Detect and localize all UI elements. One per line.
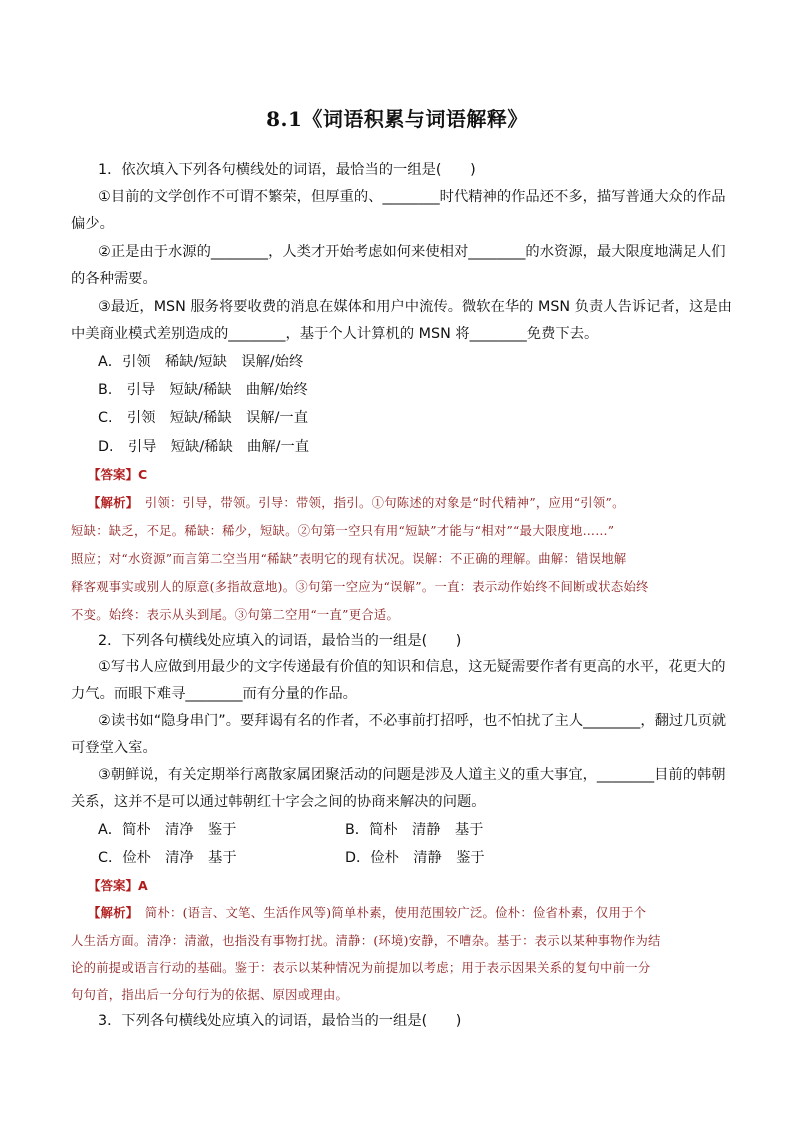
q2-sentence-3-line-2: 关系，这并不是可以通过韩朝红十字会之间的协商来解决的问题。 xyxy=(71,794,486,810)
page-title: 8.1《词语积累与词语解释》 xyxy=(266,107,528,131)
q1-option-d: D. 引导 短缺/稀缺 曲解/一直 xyxy=(98,439,310,455)
q2-option-b: B．简朴 清静 基于 xyxy=(345,822,484,838)
q1-explanation-line-3: 照应；对“水资源”而言第二空当用“稀缺”表明它的现有状况。误解：不正确的理解。曲解：错误地解 xyxy=(71,552,627,566)
q1-explanation-line-5: 不变。始终：表示从头到尾。③句第二空用“一直”更合适。 xyxy=(71,608,400,622)
q1-option-b: B. 引导 短缺/稀缺 曲解/始终 xyxy=(98,382,308,398)
q2-option-d: D．俭朴 清静 鉴于 xyxy=(345,850,485,866)
q2-explanation-label: 【解析】 xyxy=(88,905,133,920)
q2-sentence-3-line-1: ③朝鲜说，有关定期举行离散家属团聚活动的问题是涉及人道主义的重大事宜，________目前的韩朝 xyxy=(98,767,726,783)
q1-explanation-label: 【解析】 xyxy=(88,495,133,510)
q2-explanation-text: 简朴：(语言、文笔、生活作风等)简单朴素，使用范围较广泛。俭朴：俭省朴素，仅用于个 xyxy=(132,906,647,920)
q1-explanation-text: 引领：引导，带领。引导：带领，指引。①句陈述的对象是“时代精神”，应用“引领”。 xyxy=(132,496,625,510)
q1-sentence-3-line-1: ③最近，MSN 服务将要收费的消息在媒体和用户中流传。微软在华的 MSN 负责人告诉记者，这是由 xyxy=(98,299,732,315)
q1-sentence-1-line-1: ①目前的文学创作不可谓不繁荣，但厚重的、________时代精神的作品还不多，描写普通大众的作品 xyxy=(98,189,726,205)
q1-sentence-2-line-2: 的各种需要。 xyxy=(71,271,157,287)
q2-explanation-line-2: 人生活方面。清净：清澈，也指没有事物打扰。清静：(环境)安静，不嘈杂。基于：表示以某种事物作为结 xyxy=(71,934,661,948)
q2-option-c: C．俭朴 清净 基于 xyxy=(98,850,237,866)
q1-explanation-line-2: 短缺：缺乏，不足。稀缺：稀少，短缺。②句第一空只有用“短缺”才能与“相对”“最大限度地……” xyxy=(71,524,615,538)
q2-sentence-1-line-2: 力气。而眼下难寻________而有分量的作品。 xyxy=(71,686,357,702)
question-1-stem: 1．依次填入下列各句横线处的词语，最恰当的一组是( ) xyxy=(98,162,476,178)
q2-sentence-1-line-1: ①写书人应做到用最少的文字传递最有价值的知识和信息，这无疑需要作者有更高的水平，花更大的 xyxy=(98,659,726,675)
q1-explanation-line-4: 释客观事实或别人的原意(多指故意地)。③句第一空应为“误解”。一直：表示动作始终不间断或状态始终 xyxy=(71,580,649,594)
q2-sentence-2-line-1: ②读书如“隐身串门”。要拜谒有名的作者，不必事前打招呼，也不怕扰了主人________，翻过几页就 xyxy=(98,713,727,729)
q2-answer: 【答案】A xyxy=(88,878,148,893)
q1-option-a: A．引领 稀缺/短缺 误解/始终 xyxy=(98,354,304,370)
q1-explanation-line-1 xyxy=(88,493,625,513)
q2-option-a: A．简朴 清净 鉴于 xyxy=(98,822,237,838)
q2-explanation-line-3: 论的前提或语言行动的基础。鉴于：表示以某种情况为前提加以考虑；用于表示因果关系的复句中前一分 xyxy=(71,961,651,975)
q1-answer: 【答案】C xyxy=(88,467,148,482)
q1-sentence-2-line-1: ②正是由于水源的________，人类才开始考虑如何来使相对________的水资源，最大限度地满足人们 xyxy=(98,244,726,260)
question-3-stem: 3．下列各句横线处应填入的词语，最恰当的一组是( ) xyxy=(98,1013,462,1029)
question-2-stem: 2．下列各句横线处应填入的词语，最恰当的一组是( ) xyxy=(98,633,462,649)
q2-sentence-2-line-2: 可登堂入室。 xyxy=(71,740,157,756)
q1-option-c: C. 引领 短缺/稀缺 误解/一直 xyxy=(98,410,309,426)
q2-explanation-line-1 xyxy=(88,903,646,923)
q1-sentence-3-line-2: 中美商业模式差别造成的________，基于个人计算机的 MSN 将________免费下去。 xyxy=(71,326,599,342)
q1-sentence-1-line-2: 偏少。 xyxy=(71,216,114,232)
q2-explanation-line-4: 句句首，指出后一分句行为的依据、原因或理由。 xyxy=(71,988,349,1002)
